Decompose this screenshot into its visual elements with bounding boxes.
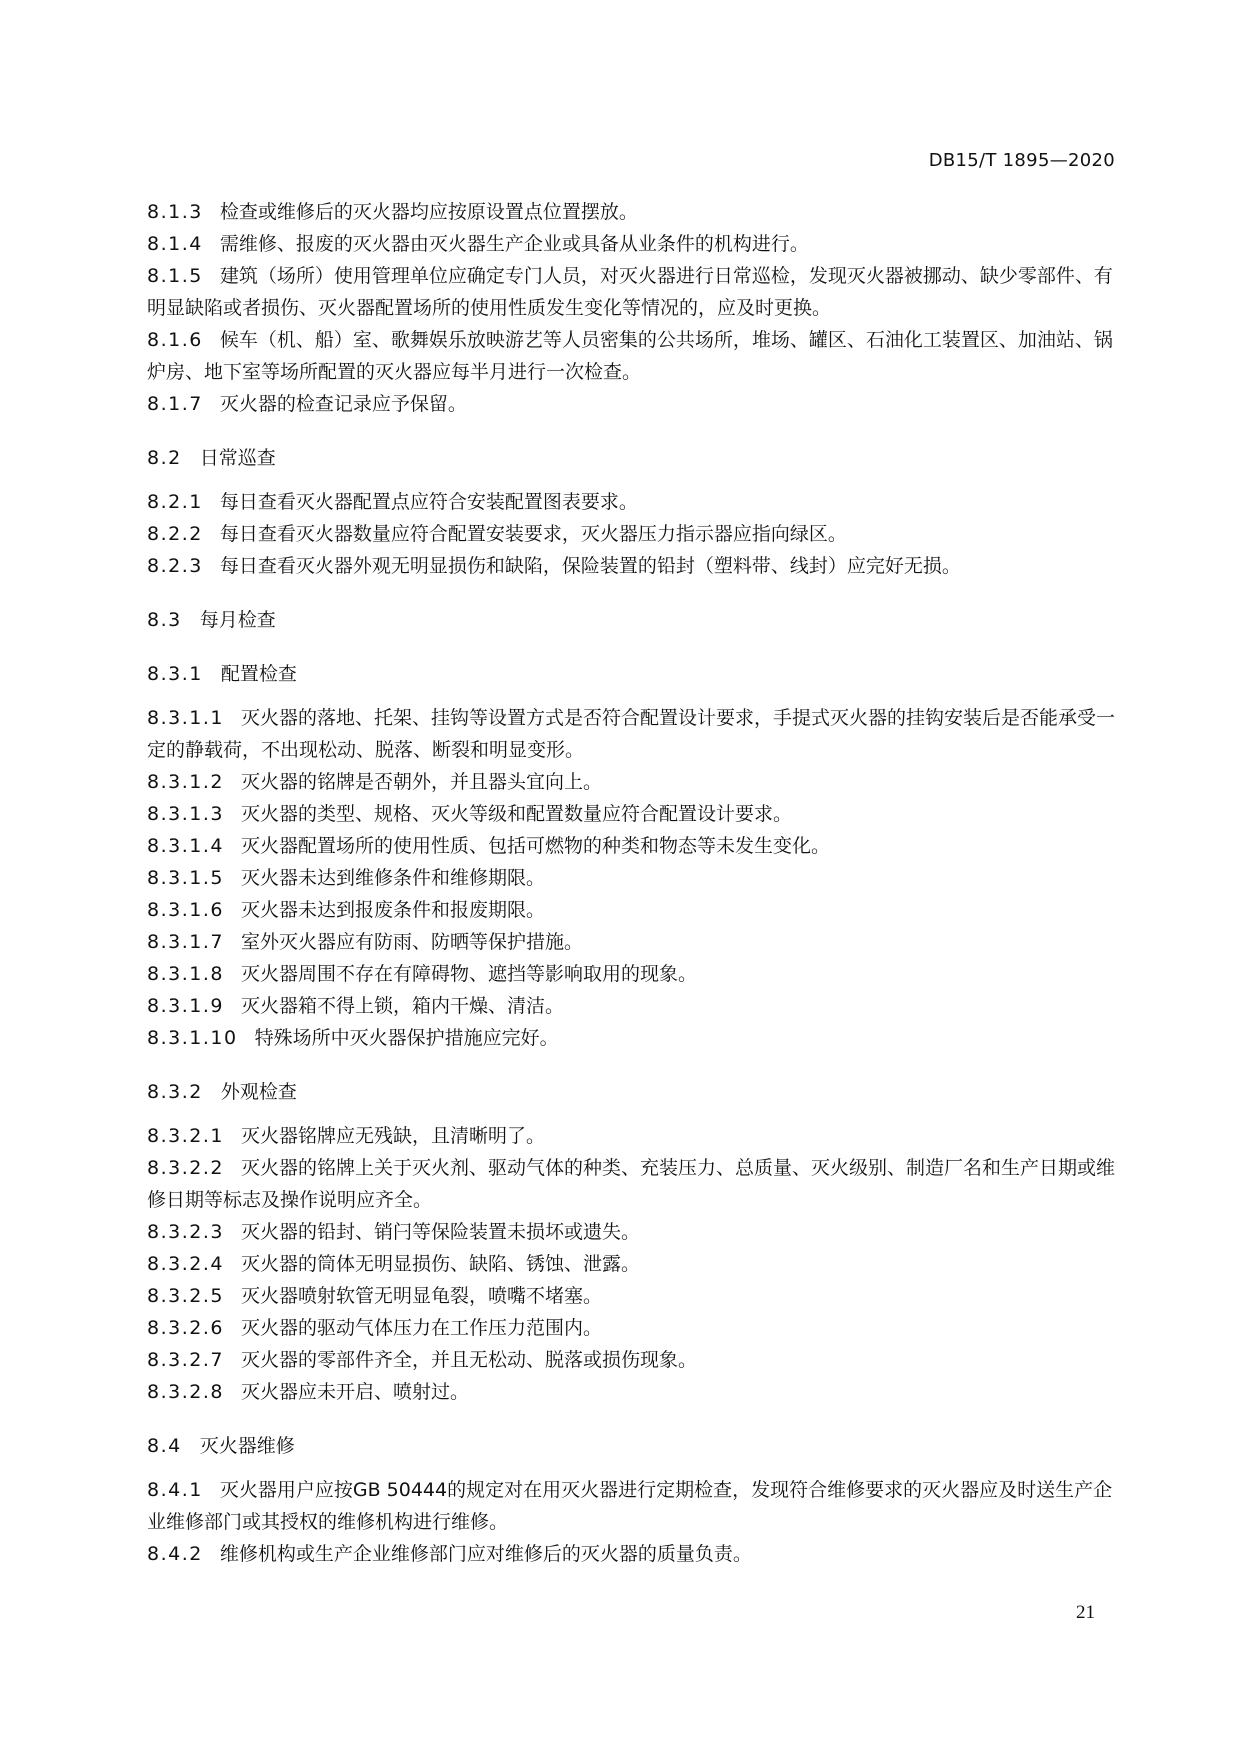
clause-text: 室外灭火器应有防雨、防晒等保护措施。 — [240, 931, 583, 953]
clause-paragraph — [147, 1022, 1123, 1054]
clause-paragraph — [147, 958, 1123, 990]
clause-paragraph — [147, 324, 1123, 388]
clause-number: 8.3.2.5 — [147, 1285, 224, 1307]
clause-text: 灭火器的铭牌是否朝外，并且器头宜向上。 — [240, 771, 602, 793]
clause-text: 灭火器配置场所的使用性质、包括可燃物的种类和物态等未发生变化。 — [240, 835, 830, 857]
clause-paragraph — [147, 1538, 1123, 1570]
clause-number: 8.4.2 — [147, 1543, 203, 1565]
clause-text: 建筑（场所）使用管理单位应确定专门人员，对灭火器进行日常巡检，发现灭火器被挪动、缺少零部件、有明显缺陷或者损伤、灭火器配置场所的使用性质发生变化等情况的，应及时更换。 — [147, 265, 1113, 319]
clause-number: 8.3.1.10 — [147, 1027, 238, 1049]
clause-number: 8.2 — [147, 447, 182, 469]
heading-text: 每月检查 — [199, 609, 276, 631]
clause-paragraph — [147, 1344, 1123, 1376]
clause-paragraph — [147, 862, 1123, 894]
clause-paragraph — [147, 1312, 1123, 1344]
heading-text: 外观检查 — [220, 1081, 297, 1103]
document-code: DB15/T 1895—2020 — [928, 150, 1115, 171]
clause-number: 8.3.2.2 — [147, 1157, 224, 1179]
clause-number: 8.3.2.6 — [147, 1317, 224, 1339]
clause-number: 8.3.2.1 — [147, 1125, 224, 1147]
clause-number: 8.4 — [147, 1435, 182, 1457]
clause-number: 8.3.1.9 — [147, 995, 224, 1017]
clause-text: 灭火器的落地、托架、挂钩等设置方式是否符合配置设计要求，手提式灭火器的挂钩安装后是否能承受一定的静载荷，不出现松动、脱落、断裂和明显变形。 — [147, 707, 1115, 761]
clause-number: 8.3.2.7 — [147, 1349, 224, 1371]
page-number: 21 — [1076, 1602, 1095, 1623]
heading-text: 灭火器维修 — [199, 1435, 295, 1457]
clause-text: 灭火器的筒体无明显损伤、缺陷、锈蚀、泄露。 — [240, 1253, 640, 1275]
clause-text: 每日查看灭火器数量应符合配置安装要求，灭火器压力指示器应指向绿区。 — [219, 523, 847, 545]
clause-number: 8.2.1 — [147, 491, 203, 513]
clause-text: 灭火器用户应按GB 50444的规定对在用灭火器进行定期检查，发现符合维修要求的灭火器应及时送生产企业维修部门或其授权的维修机构进行维修。 — [147, 1479, 1113, 1533]
clause-text: 灭火器的检查记录应予保留。 — [219, 393, 467, 415]
clause-number: 8.1.5 — [147, 265, 203, 287]
clause-text: 灭火器未达到维修条件和维修期限。 — [240, 867, 545, 889]
clause-number: 8.3.2 — [147, 1081, 203, 1103]
clause-text: 灭火器喷射软管无明显龟裂，喷嘴不堵塞。 — [240, 1285, 602, 1307]
clause-number: 8.2.2 — [147, 523, 203, 545]
clause-text: 灭火器未达到报废条件和报废期限。 — [240, 899, 545, 921]
document-body — [147, 196, 1123, 1570]
clause-text: 灭火器箱不得上锁，箱内干燥、清洁。 — [240, 995, 564, 1017]
clause-text: 灭火器的铭牌上关于灭火剂、驱动气体的种类、充装压力、总质量、灭火级别、制造厂名和生产日期或维修日期等标志及操作说明应齐全。 — [147, 1157, 1115, 1211]
clause-paragraph — [147, 1216, 1123, 1248]
clause-paragraph — [147, 228, 1123, 260]
clause-text: 检查或维修后的灭火器均应按原设置点位置摆放。 — [219, 201, 638, 223]
clause-paragraph — [147, 388, 1123, 420]
clause-text: 每日查看灭火器外观无明显损伤和缺陷，保险装置的铅封（塑料带、线封）应完好无损。 — [219, 555, 961, 577]
clause-number: 8.3.1.7 — [147, 931, 224, 953]
clause-number: 8.3.1.5 — [147, 867, 224, 889]
clause-text: 需维修、报废的灭火器由灭火器生产企业或具备从业条件的机构进行。 — [219, 233, 809, 255]
clause-paragraph — [147, 550, 1123, 582]
clause-number: 8.3.1.2 — [147, 771, 224, 793]
clause-number: 8.3.2.4 — [147, 1253, 224, 1275]
clause-paragraph — [147, 1120, 1123, 1152]
clause-paragraph — [147, 798, 1123, 830]
clause-text: 灭火器的零部件齐全，并且无松动、脱落或损伤现象。 — [240, 1349, 697, 1371]
section-heading — [147, 442, 1123, 474]
clause-number: 8.4.1 — [147, 1479, 203, 1501]
clause-paragraph — [147, 1376, 1123, 1408]
clause-text: 灭火器的驱动气体压力在工作压力范围内。 — [240, 1317, 602, 1339]
clause-paragraph — [147, 990, 1123, 1022]
clause-number: 8.3.2.3 — [147, 1221, 224, 1243]
heading-text: 日常巡查 — [199, 447, 276, 469]
section-heading — [147, 1076, 1123, 1108]
clause-number: 8.1.3 — [147, 201, 203, 223]
clause-paragraph — [147, 830, 1123, 862]
clause-number: 8.3.1.3 — [147, 803, 224, 825]
clause-text: 灭火器的铅封、销闩等保险装置未损坏或遗失。 — [240, 1221, 640, 1243]
clause-paragraph — [147, 766, 1123, 798]
clause-paragraph — [147, 1152, 1123, 1216]
clause-number: 8.3.1.6 — [147, 899, 224, 921]
clause-text: 维修机构或生产企业维修部门应对维修后的灭火器的质量负责。 — [219, 1543, 752, 1565]
clause-number: 8.3.1.8 — [147, 963, 224, 985]
clause-number: 8.1.6 — [147, 329, 203, 351]
clause-text: 灭火器周围不存在有障碍物、遮挡等影响取用的现象。 — [240, 963, 697, 985]
clause-paragraph — [147, 1474, 1123, 1538]
clause-text: 特殊场所中灭火器保护措施应完好。 — [254, 1027, 559, 1049]
clause-number: 8.1.4 — [147, 233, 203, 255]
clause-number: 8.3.1.1 — [147, 707, 224, 729]
clause-paragraph — [147, 926, 1123, 958]
clause-paragraph — [147, 1248, 1123, 1280]
clause-text: 候车（机、船）室、歌舞娱乐放映游艺等人员密集的公共场所，堆场、罐区、石油化工装置区、加油站、锅炉房、地下室等场所配置的灭火器应每半月进行一次检查。 — [147, 329, 1113, 383]
section-heading — [147, 604, 1123, 636]
clause-number: 8.2.3 — [147, 555, 203, 577]
clause-paragraph — [147, 260, 1123, 324]
clause-number: 8.1.7 — [147, 393, 203, 415]
heading-text: 配置检查 — [220, 663, 297, 685]
clause-number: 8.3.2.8 — [147, 1381, 224, 1403]
clause-text: 灭火器应未开启、喷射过。 — [240, 1381, 469, 1403]
section-heading — [147, 658, 1123, 690]
clause-paragraph — [147, 196, 1123, 228]
clause-number: 8.3 — [147, 609, 182, 631]
clause-text: 灭火器的类型、规格、灭火等级和配置数量应符合配置设计要求。 — [240, 803, 792, 825]
section-heading — [147, 1430, 1123, 1462]
clause-number: 8.3.1.4 — [147, 835, 224, 857]
clause-paragraph — [147, 1280, 1123, 1312]
clause-number: 8.3.1 — [147, 663, 203, 685]
clause-paragraph — [147, 702, 1123, 766]
clause-paragraph — [147, 486, 1123, 518]
clause-text: 灭火器铭牌应无残缺，且清晰明了。 — [240, 1125, 545, 1147]
clause-text: 每日查看灭火器配置点应符合安装配置图表要求。 — [219, 491, 638, 513]
clause-paragraph — [147, 518, 1123, 550]
clause-paragraph — [147, 894, 1123, 926]
